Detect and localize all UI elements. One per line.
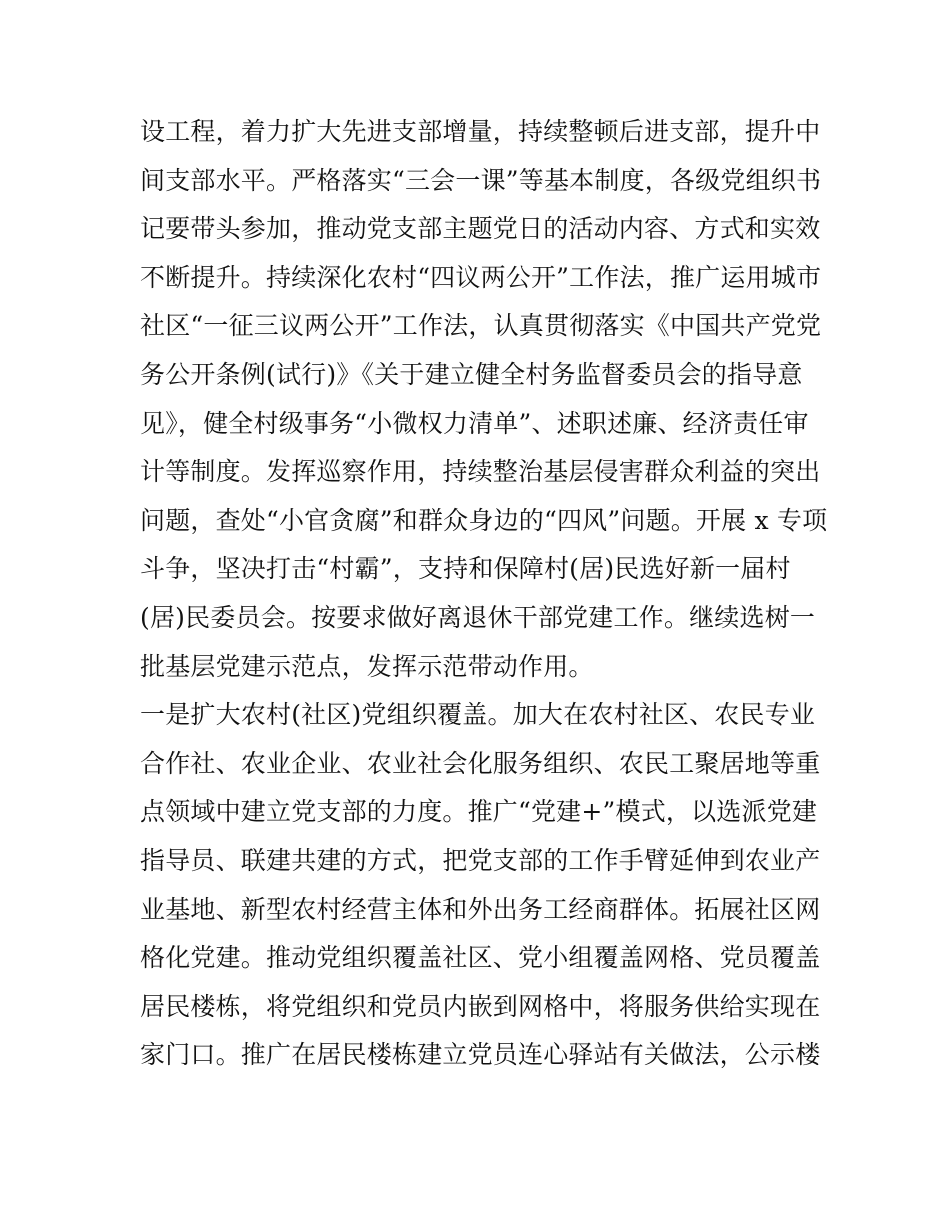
- text-line: 设工程，着力扩大先进支部增量，持续整顿后进支部，提升中: [140, 117, 821, 146]
- text-line: 见》，健全村级事务“小微权力清单”、述职述廉、经济责任审: [140, 408, 809, 438]
- text-line: 指导员、联建共建的方式，把党支部的工作手臂延伸到农业产: [140, 845, 821, 875]
- text-line: 社区“一征三议两公开”工作法，认真贯彻落实《中国共产党党: [140, 311, 822, 341]
- text-line: 一是扩大农村(社区)党组织覆盖。加大在农村社区、农民专业: [140, 700, 816, 730]
- text-line: 家门口。推广在居民楼栋建立党员连心驿站有关做法，公示楼: [140, 1040, 821, 1070]
- text-line: 居民楼栋，将党组织和党员内嵌到网格中，将服务供给实现在: [140, 991, 821, 1021]
- text-line: 计等制度。发挥巡察作用，持续整治基层侵害群众利益的突出: [140, 457, 821, 487]
- text-line: 格化党建。推动党组织覆盖社区、党小组覆盖网格、党员覆盖: [140, 943, 821, 973]
- text-line: 合作社、农业企业、农业社会化服务组织、农民工聚居地等重: [140, 748, 821, 778]
- text-line: (居)民委员会。按要求做好离退休干部党建工作。继续选树一: [140, 602, 816, 632]
- text-line: 斗争，坚决打击“村霸”，支持和保障村(居)民选好新一届村: [140, 554, 791, 584]
- document-body: [140, 108, 828, 1080]
- text-line: 不断提升。持续深化农村“四议两公开”工作法，推广运用城市: [140, 262, 822, 292]
- text-line: 问题，查处“小官贪腐”和群众身边的“四风”问题。开展 x 专项: [140, 505, 828, 535]
- text-line: 业基地、新型农村经营主体和外出务工经商群体。拓展社区网: [140, 894, 821, 924]
- text-line: 务公开条例(试行)》《关于建立健全村务监督委员会的指导意: [140, 359, 803, 389]
- text-line: 点领域中建立党支部的力度。推广“党建+”模式，以选派党建: [140, 797, 818, 827]
- text-line: 批基层党建示范点，发挥示范带动作用。: [140, 651, 594, 681]
- text-line: 间支部水平。严格落实“三会一课”等基本制度，各级党组织书: [140, 165, 822, 195]
- text-line: 记要带头参加，推动党支部主题党日的活动内容、方式和实效: [140, 214, 821, 244]
